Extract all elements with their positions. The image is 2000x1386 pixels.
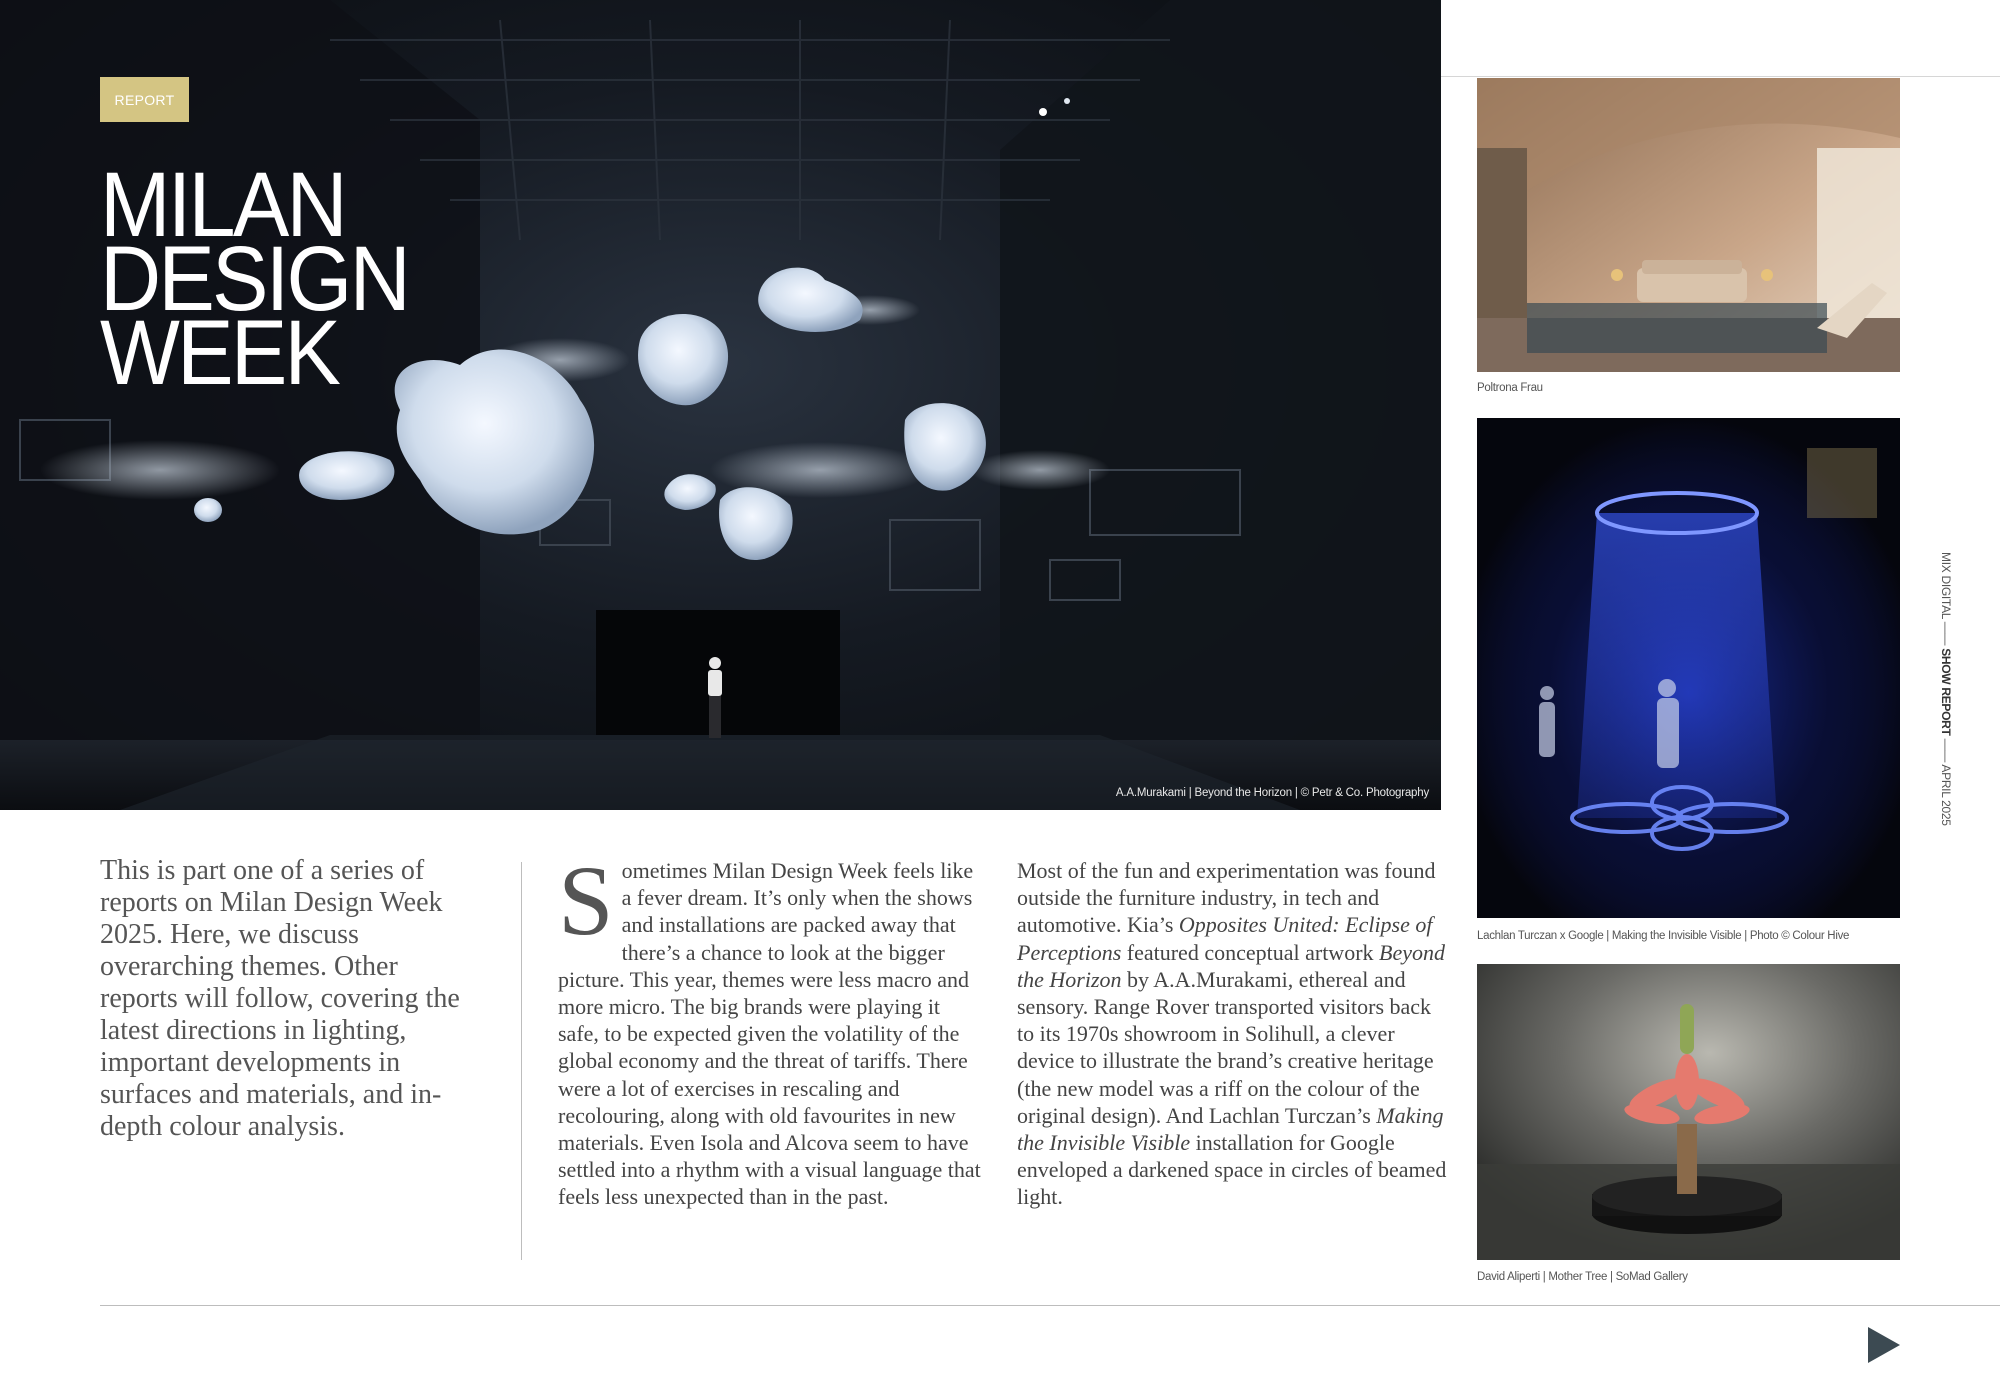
play-triangle-icon [1866, 1327, 1900, 1363]
article-column-2 [558, 845, 983, 1211]
column-divider [521, 862, 522, 1260]
side-caption-3: David Aliperti | Mother Tree | SoMad Gallery [1477, 1271, 1688, 1283]
top-divider [1441, 76, 2000, 77]
col3-title-3: Making the Invisible Visible [1017, 1102, 1444, 1156]
section-name: SHOW REPORT [1939, 648, 1953, 736]
report-tag: REPORT [100, 77, 189, 122]
intro-paragraph: This is part one of a series of reports on Milan Design Week 2025. Here, we discuss overarching themes. Other reports will follow, covering the latest directions in lighting, important developments in surfaces and materials, and in-depth colour analysis. [100, 855, 460, 1142]
issue-date: APRIL 2025 [1939, 764, 1953, 826]
next-page-button[interactable] [1866, 1327, 1900, 1363]
bottom-divider [100, 1305, 2000, 1306]
col3-title-1: Opposites United: Eclipse of Perceptions [1017, 912, 1433, 965]
side-image-light-installation [1477, 418, 1900, 918]
side-caption-1: Poltrona Frau [1477, 382, 1543, 394]
col3-text-4: installation for Google enveloped a darkened space in circles of beamed light. [1017, 1130, 1447, 1210]
side-image-sculpture [1477, 964, 1900, 1260]
hero-photo-illustration [0, 0, 1441, 810]
col3-text-3: by A.A.Murakami, ethereal and sensory. Range Rover transported visitors back to its 1970s showroom in Solihull, a clever device to illustrate the brand’s creative heritage (the new model was a riff on the colour of the original design). And Lachlan Turczan’s [1017, 966, 1434, 1128]
hero-caption: A.A.Murakami | Beyond the Horizon | © Petr & Co. Photography [1115, 787, 1429, 799]
col3-text-1: Most of the fun and experimentation was found outside the furniture industry, in tech and automotive. Kia’s [1017, 858, 1436, 938]
page-title: MILAN DESIGN WEEK [100, 154, 408, 404]
col3-text-2: featured conceptual artwork [1121, 939, 1380, 965]
column-2-text: ometimes Milan Design Week feels like a fever dream. It’s only when the shows and installations are packed away that there’s a chance to look at the bigger picture. This year, themes were less macro and more micro. The big brands were playing it safe, to be expected given the volatility of the global economy and the threat of tariffs. There were a lot of exercises in rescaling and recolouring, along with old favourites in new materials. Even Isola and Alcova seem to have settled into a rhythm with a visual language that feels less unexpected than in the past. [558, 858, 981, 1210]
hero-image [0, 0, 1441, 810]
drop-cap: S [558, 845, 614, 956]
running-header [1937, 552, 1957, 837]
running-separator-2: —— [1939, 738, 1953, 765]
article-column-3 [1017, 857, 1447, 1211]
running-separator-1: —— [1939, 621, 1953, 649]
side-image-bedroom [1477, 78, 1900, 372]
side-caption-2: Lachlan Turczan x Google | Making the Invisible Visible | Photo © Colour Hive [1477, 930, 1850, 942]
publication-name: MIX DIGITAL [1939, 552, 1953, 619]
col3-title-2: Beyond the Horizon [1017, 939, 1445, 992]
